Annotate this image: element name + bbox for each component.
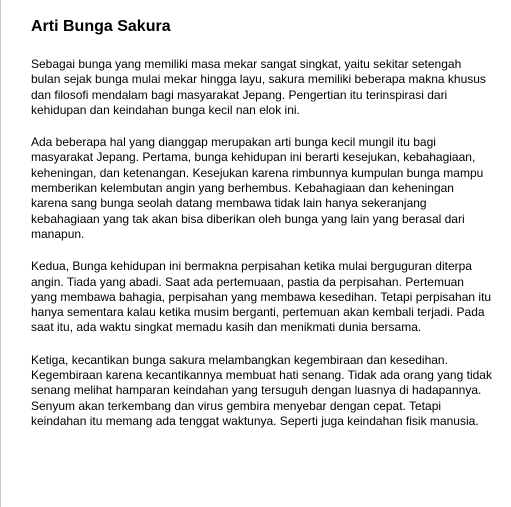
paragraph: Sebagai bunga yang memiliki masa mekar sangat singkat, yaitu sekitar setengah bulan sejak bunga mulai mekar hingga layu, sakura memiliki beberapa makna khusus dan filosofi mendalam bagi masyarakat Jepang. Pengertian itu terinspirasi dari kehidupan dan keindahan bunga kecil nan elok ini. xyxy=(31,57,486,117)
paragraph: Ada beberapa hal yang dianggap merupakan arti bunga kecil mungil itu bagi masyarakat Jepang. Pertama, bunga kehidupan ini berarti kesejukan, kebahagiaan, keheningan, dan ketenangan. Kesejukan karena rimbunnya kumpulan bunga mampu memberikan kelembutan angin yang berhembus. Kebahagiaan dan keheningan karena sang bunga seolah datang membawa tidak lain hanya sekeranjang kebahagiaan yang tak akan bisa diberikan oleh bunga yang lain yang berasal dari manapun. xyxy=(31,135,484,241)
paragraph: Ketiga, kecantikan bunga sakura melambangkan kegembiraan dan kesedihan. Kegembiraan karena kecantikannya membuat hati senang. Tidak ada orang yang tidak senang melihat hamparan keindahan yang tersuguh dengan luasnya di hadapannya. Senyum akan terkembang dan virus gembira menyebar dengan cepat. Tetapi keindahan itu memang ada tenggat waktunya. Seperti juga keindahan fisik manusia. xyxy=(31,352,492,428)
article-body xyxy=(31,57,493,429)
article xyxy=(31,17,493,429)
paragraph: Kedua, Bunga kehidupan ini bermakna perpisahan ketika mulai berguguran diterpa angin. Tiada yang abadi. Saat ada pertemuaan, pastia da perpisahan. Pertemuan yang membawa bahagia, perpisahan yang membawa kesedihan. Tetapi perpisahan itu hanya sementara kalau ketika musim berganti, pertemuan akan kembali terjadi. Pada saat itu, ada waktu singkat memadu kasih dan menikmati dunia bersama. xyxy=(31,259,492,335)
article-title: Arti Bunga Sakura xyxy=(31,18,171,35)
